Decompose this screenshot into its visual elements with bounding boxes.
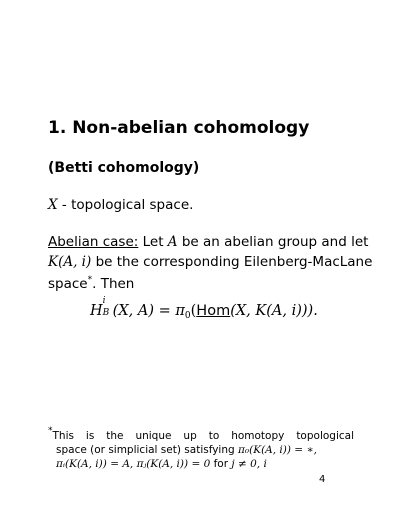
abelian-case-line-3 xyxy=(48,275,134,292)
formula-hom-args: (X, K(A, i))). xyxy=(230,303,318,319)
abelian-text-3-end: . Then xyxy=(92,276,135,292)
abelian-text-1a: Let xyxy=(138,234,168,250)
abelian-case-line-1 xyxy=(48,234,368,250)
footnote-math-2: π₀(K(A, i)) = ∗, xyxy=(238,444,317,456)
formula-args: (X, A) = π xyxy=(112,303,185,319)
footnote-star: * xyxy=(48,426,53,436)
formula-subscript: B xyxy=(102,308,110,318)
abelian-case-line-2 xyxy=(48,254,372,270)
formula-superscript: i xyxy=(102,296,106,306)
subheading: (Betti cohomology) xyxy=(48,160,200,176)
abelian-text-1b: be an abelian group and let xyxy=(177,234,369,250)
abelian-case-label: Abelian case: xyxy=(48,234,139,250)
footnote-marker: * xyxy=(87,275,93,285)
abelian-text-3: space xyxy=(48,276,88,292)
footnote xyxy=(48,424,354,471)
formula-pi-subscript: 0 xyxy=(184,311,191,321)
space-symbol: X xyxy=(48,197,58,213)
footnote-condition: j ≠ 0, i xyxy=(231,458,267,470)
section-heading: 1. Non-abelian cohomology xyxy=(48,118,310,138)
footnote-line-2: space (or simplicial set) satisfying π₀(K(A, i)) = ∗, xyxy=(56,444,317,456)
cohomology-formula xyxy=(90,296,318,321)
space-definition xyxy=(48,197,193,213)
footnote-math-3: πᵢ(K(A, i)) = A, πⱼ(K(A, i)) = 0 xyxy=(56,458,211,470)
page-number: 4 xyxy=(319,474,326,485)
hom-functor: Hom xyxy=(196,303,231,319)
formula-h: H xyxy=(90,303,103,319)
footnote-line-3: πᵢ(K(A, i)) = A, πⱼ(K(A, i)) = 0 for j ≠ 0, i xyxy=(56,458,267,470)
abelian-text-2: be the corresponding Eilenberg-MacLane xyxy=(91,254,373,270)
space-description: - topological space. xyxy=(57,197,194,213)
group-symbol: A xyxy=(167,234,178,250)
footnote-line-1: *This is the unique up to homotopy topological xyxy=(48,426,354,442)
eilenberg-maclane-symbol: K(A, i) xyxy=(48,254,92,270)
formula-paren: ( xyxy=(190,303,197,319)
